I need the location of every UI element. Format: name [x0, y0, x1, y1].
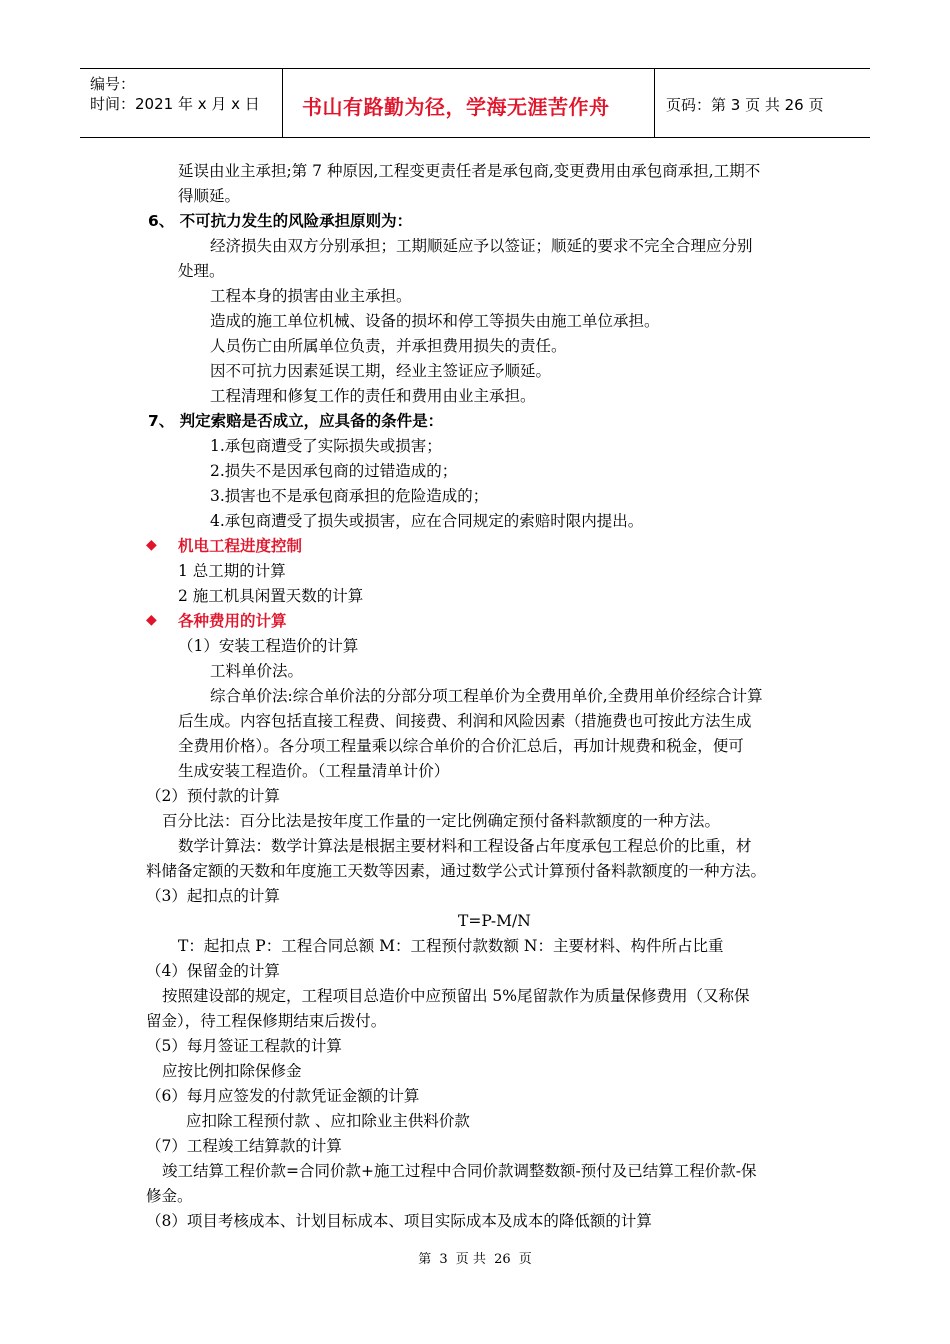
text-line: 处理。: [178, 262, 225, 280]
text-line: 修金。: [146, 1187, 193, 1205]
text-line: 后生成。内容包括直接工程费、间接费、利润和风险因素（措施费也可按此方法生成: [178, 712, 752, 730]
time-label: 时间：2021 年 x 月 x 日: [90, 95, 260, 113]
section-heading-7: 7、 判定索赔是否成立，应具备的条件是：: [148, 412, 444, 430]
text-line: 延误由业主承担;第 7 种原因,工程变更责任者是承包商,变更费用由承包商承担,工期不: [178, 162, 761, 180]
subsection-heading: （4）保留金的计算: [146, 962, 280, 980]
footer-total-pages: 26: [494, 1252, 511, 1267]
subsection-heading: （2）预付款的计算: [146, 787, 280, 805]
formula: T=P-M/N: [458, 912, 531, 930]
header-meta-cell: [80, 69, 283, 137]
text-line: 人员伤亡由所属单位负责，并承担费用损失的责任。: [210, 337, 567, 355]
motto: 书山有路勤为径，学海无涯苦作舟: [302, 95, 610, 119]
subsection-heading: （1）安装工程造价的计算: [178, 637, 359, 655]
text-line: 工程清理和修复工作的责任和费用由业主承担。: [210, 387, 536, 405]
footer-page-label: 第: [418, 1252, 432, 1267]
list-item: 3.损害也不是承包商承担的危险造成的；: [210, 487, 489, 505]
subsection-heading: （8）项目考核成本、计划目标成本、项目实际成本及成本的降低额的计算: [146, 1212, 652, 1230]
text-line: 应扣除工程预付款 、应扣除业主供料价款: [186, 1112, 470, 1130]
text-line: 得顺延。: [178, 187, 241, 205]
page-header: [80, 68, 870, 138]
text-line: 数学计算法：数学计算法是根据主要材料和工程设备占年度承包工程总价的比重，材: [178, 837, 752, 855]
list-item: 2.损失不是因承包商的过错造成的；: [210, 462, 458, 480]
diamond-bullet-icon: ◆: [146, 612, 157, 628]
header-motto-cell: [282, 69, 655, 137]
text-line: 应按比例扣除保修金: [162, 1062, 302, 1080]
footer-page-mid: 页 共: [455, 1252, 486, 1267]
text-line: 工料单价法。: [210, 662, 304, 680]
text-line: 经济损失由双方分别承担；工期顺延应予以签证；顺延的要求不完全合理应分别: [210, 237, 753, 255]
page-footer: [0, 1248, 950, 1267]
formula-legend: T：起扣点 P：工程合同总额 M：工程预付款数额 N：主要材料、构件所占比重: [178, 937, 724, 955]
text-line: 按照建设部的规定，工程项目总造价中应预留出 5%尾留款作为质量保修费用（又称保: [162, 987, 750, 1005]
section-title-costs: 各种费用的计算: [178, 612, 287, 630]
text-line: 造成的施工单位机械、设备的损坏和停工等损失由施工单位承担。: [210, 312, 660, 330]
page-info: 页码：第 3 页 共 26 页: [666, 96, 824, 114]
text-line: 百分比法：百分比法是按年度工作量的一定比例确定预付备料款额度的一种方法。: [162, 812, 721, 830]
text-line: 生成安装工程造价。（工程量清单计价）: [178, 762, 450, 780]
list-item: 4.承包商遭受了损失或损害，应在合同规定的索赔时限内提出。: [210, 512, 644, 530]
text-line: 竣工结算工程价款=合同价款+施工过程中合同价款调整数额-预付及已结算工程价款-保: [162, 1162, 757, 1180]
section-heading-6: 6、 不可抗力发生的风险承担原则为：: [148, 212, 413, 230]
text-line: 全费用价格）。各分项工程量乘以综合单价的合价汇总后，再加计规费和税金，便可: [178, 737, 744, 755]
header-page-cell: [656, 69, 870, 137]
list-item: 2 施工机具闲置天数的计算: [178, 587, 364, 605]
list-item: 1 总工期的计算: [178, 562, 286, 580]
text-line: 料储备定额的天数和年度施工天数等因素，通过数学公式计算预付备料款额度的一种方法。: [146, 862, 767, 880]
footer-page-end: 页: [518, 1252, 532, 1267]
subsection-heading: （6）每月应签发的付款凭证金额的计算: [146, 1087, 420, 1105]
subsection-heading: （5）每月签证工程款的计算: [146, 1037, 342, 1055]
text-line: 留金），待工程保修期结束后拨付。: [146, 1012, 387, 1030]
footer-page-number: 3: [439, 1252, 448, 1267]
subsection-heading: （3）起扣点的计算: [146, 887, 280, 905]
text-line: 工程本身的损害由业主承担。: [210, 287, 412, 305]
text-line: 因不可抗力因素延误工期，经业主签证应予顺延。: [210, 362, 552, 380]
number-label: 编号：: [90, 75, 136, 93]
diamond-bullet-icon: ◆: [146, 537, 157, 553]
subsection-heading: （7）工程竣工结算款的计算: [146, 1137, 342, 1155]
list-item: 1.承包商遭受了实际损失或损害；: [210, 437, 442, 455]
section-title-progress: 机电工程进度控制: [178, 537, 303, 555]
text-line: 综合单价法:综合单价法的分部分项工程单价为全费用单价,全费用单价经综合计算: [210, 687, 763, 705]
